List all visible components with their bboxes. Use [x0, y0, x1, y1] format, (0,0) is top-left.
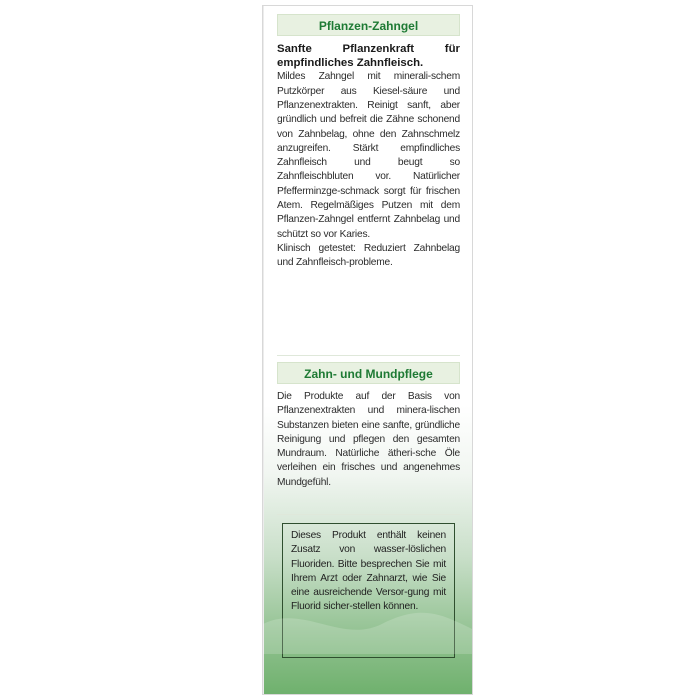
clinical-text: Klinisch getestet: Reduziert Zahnbelag und Zahnfleisch-probleme. — [277, 242, 460, 269]
section-pflanzen-zahngel — [277, 14, 460, 271]
description-text: Mildes Zahngel mit minerali-schem Putzkörper aus Kiesel-säure und Pflanzenextrakten. Reinigt sanft, aber gründlich und befreit die Zähne schonend von Zahnbelag, ohne den Zahnschmelz anzugreifen. Stärkt empfindliches Zahnfleisch und beugt so Zahnfleischbluten vor. Natürlicher Pfefferminzge-schmack sorgt für frischen Atem. Regelmäßiges Putzen mit dem Pflanzen-Zahngel entfernt Zahnbelag und schützt so vor Karies. — [277, 71, 460, 240]
section-header: Zahn- und Mundpflege — [277, 362, 460, 384]
description-text: Die Produkte auf der Basis von Pflanzenextrakten und minera-lischen Substanzen bieten eine sanfte, gründliche Reinigung und pflegen den gesamten Mundraum. Natürliche ätheri-sche Öle verleihen ein frisches und angenehmes Mundgefühl. — [277, 391, 460, 488]
divider — [277, 514, 460, 515]
notice-text: Dieses Produkt enthält keinen Zusatz von wasser-löslichen Fluoriden. Bitte besprechen Sie mit Ihrem Arzt oder Zahnarzt, wie Sie eine ausreichende Versor-gung mit Fluorid sicher-stellen können. — [291, 530, 446, 613]
section-zahn-mundpflege — [277, 362, 460, 490]
product-box-side-panel — [262, 5, 473, 695]
lead-text: Sanfte Pflanzenkraft für empfindliches Zahnfleisch. — [277, 43, 460, 70]
wave-decoration — [263, 594, 472, 654]
section-header: Pflanzen-Zahngel — [277, 14, 460, 36]
divider — [277, 355, 460, 356]
